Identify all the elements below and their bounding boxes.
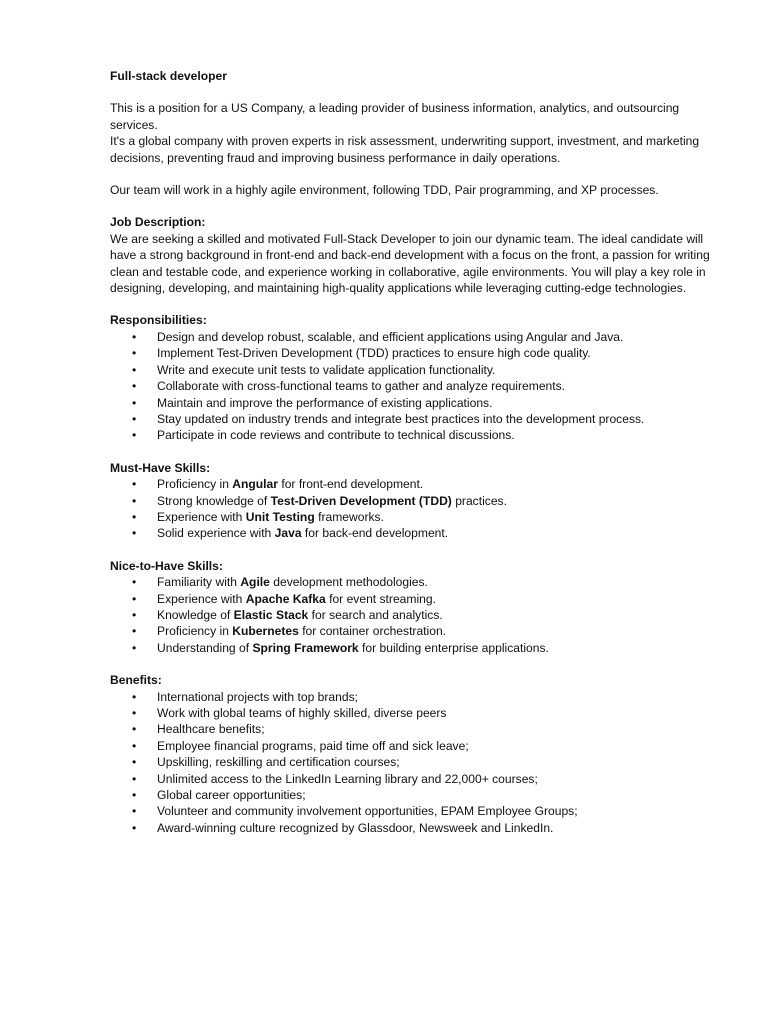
responsibilities-section bbox=[110, 312, 720, 443]
bullet-icon: • bbox=[132, 591, 137, 606]
list-item-text: Stay updated on industry trends and integrate best practices into the development process. bbox=[157, 411, 645, 426]
list-item-text-after: for container orchestration. bbox=[298, 624, 447, 639]
bullet-icon: • bbox=[132, 771, 137, 786]
list-item-text-after: for building enterprise applications. bbox=[358, 640, 549, 655]
job-description-text: We are seeking a skilled and motivated Full-Stack Developer to join our dynamic team. The ideal candidate will have a strong background in front-end and back-end development with a focus on the front, a passion for writing clean and testable code, and experience working in collaborative, agile environments. You will play a key role in designing, developing, and maintaining high-quality applications while leveraging cutting-edge technologies. bbox=[110, 231, 710, 296]
list-item bbox=[110, 607, 720, 623]
intro-paragraph bbox=[110, 100, 720, 166]
list-item-text: Volunteer and community involvement opportunities, EPAM Employee Groups; bbox=[157, 804, 578, 819]
responsibilities-list bbox=[110, 329, 720, 444]
list-item bbox=[110, 525, 720, 541]
list-item bbox=[110, 362, 720, 378]
must-have-section bbox=[110, 460, 720, 542]
list-item-text-before: Strong knowledge of bbox=[157, 493, 271, 508]
nice-to-have-heading: Nice-to-Have Skills: bbox=[110, 558, 223, 573]
bullet-icon: • bbox=[132, 411, 137, 426]
list-item bbox=[110, 509, 720, 525]
list-item-text-before: Knowledge of bbox=[157, 607, 234, 622]
skill-name: Java bbox=[274, 526, 302, 541]
list-item bbox=[110, 754, 720, 770]
list-item-text-after: practices. bbox=[451, 493, 507, 508]
list-item bbox=[110, 574, 720, 590]
list-item-text: Write and execute unit tests to validate application functionality. bbox=[157, 362, 496, 377]
list-item-text: Implement Test-Driven Development (TDD) practices to ensure high code quality. bbox=[157, 346, 591, 361]
bullet-icon: • bbox=[132, 706, 137, 720]
job-description-heading: Job Description: bbox=[110, 215, 206, 230]
list-item-text: Award-winning culture recognized by Glassdoor, Newsweek and LinkedIn. bbox=[157, 820, 554, 835]
nice-to-have-section bbox=[110, 558, 720, 656]
list-item bbox=[110, 640, 720, 656]
list-item-text-before: Understanding of bbox=[157, 640, 253, 655]
bullet-icon: • bbox=[132, 346, 137, 361]
bullet-icon: • bbox=[132, 722, 137, 737]
job-description-section bbox=[110, 214, 720, 296]
list-item bbox=[110, 820, 720, 836]
nice-to-have-list bbox=[110, 574, 720, 656]
list-item-text-after: for front-end development. bbox=[277, 477, 424, 492]
list-item bbox=[110, 493, 720, 509]
list-item-text: Maintain and improve the performance of existing applications. bbox=[157, 395, 493, 410]
bullet-icon: • bbox=[132, 428, 137, 443]
list-item bbox=[110, 623, 720, 639]
bullet-icon: • bbox=[132, 329, 137, 344]
list-item bbox=[110, 476, 720, 492]
list-item bbox=[110, 689, 720, 705]
list-item-text-before: Experience with bbox=[157, 591, 246, 606]
skill-name: Kubernetes bbox=[232, 624, 299, 639]
list-item bbox=[110, 803, 720, 819]
bullet-icon: • bbox=[132, 362, 137, 377]
benefits-list bbox=[110, 689, 720, 837]
skill-name: Apache Kafka bbox=[245, 591, 326, 606]
list-item-text: Healthcare benefits; bbox=[157, 722, 265, 737]
skill-name: Spring Framework bbox=[252, 640, 359, 655]
bullet-icon: • bbox=[132, 477, 137, 492]
bullet-icon: • bbox=[132, 755, 137, 770]
list-item-text-after: for back-end development. bbox=[301, 526, 449, 541]
list-item bbox=[110, 427, 720, 443]
list-item bbox=[110, 378, 720, 394]
bullet-icon: • bbox=[132, 820, 137, 835]
intro-line-1: This is a position for a US Company, a leading provider of business information, analytics, and outsourcing services. bbox=[110, 101, 680, 132]
bullet-icon: • bbox=[132, 624, 137, 639]
bullet-icon: • bbox=[132, 607, 137, 622]
bullet-icon: • bbox=[132, 509, 137, 524]
responsibilities-heading: Responsibilities: bbox=[110, 313, 207, 328]
benefits-heading: Benefits: bbox=[110, 673, 162, 688]
list-item-text: Design and develop robust, scalable, and efficient applications using Angular and Java. bbox=[157, 329, 624, 344]
list-item bbox=[110, 787, 720, 803]
benefits-section bbox=[110, 672, 720, 836]
bullet-icon: • bbox=[132, 804, 137, 819]
skill-name: Elastic Stack bbox=[233, 607, 309, 622]
document-title: Full-stack developer bbox=[110, 69, 227, 83]
list-item-text-after: for search and analytics. bbox=[308, 607, 443, 622]
list-item bbox=[110, 345, 720, 361]
list-item-text-before: Solid experience with bbox=[157, 526, 275, 541]
must-have-list bbox=[110, 476, 720, 542]
list-item bbox=[110, 705, 720, 721]
bullet-icon: • bbox=[132, 788, 137, 803]
list-item bbox=[110, 591, 720, 607]
skill-name: Angular bbox=[232, 477, 278, 492]
list-item-text-before: Familiarity with bbox=[157, 575, 241, 590]
list-item-text: Unlimited access to the LinkedIn Learning library and 22,000+ courses; bbox=[157, 771, 538, 786]
bullet-icon: • bbox=[132, 379, 137, 394]
list-item-text-before: Experience with bbox=[157, 509, 246, 524]
list-item-text: Global career opportunities; bbox=[157, 788, 306, 803]
list-item bbox=[110, 771, 720, 787]
list-item-text-before: Proficiency in bbox=[157, 624, 233, 639]
list-item-text: Work with global teams of highly skilled, diverse peers bbox=[157, 706, 447, 720]
intro-line-2: It's a global company with proven experts in risk assessment, underwriting support, investment, and marketing decisions, preventing fraud and improving business performance in daily operations. bbox=[110, 134, 700, 165]
list-item bbox=[110, 411, 720, 427]
list-item-text-before: Proficiency in bbox=[157, 477, 233, 492]
list-item bbox=[110, 738, 720, 754]
document-body bbox=[110, 68, 720, 836]
bullet-icon: • bbox=[132, 493, 137, 508]
skill-name: Unit Testing bbox=[245, 509, 315, 524]
list-item bbox=[110, 721, 720, 737]
list-item-text: Collaborate with cross-functional teams to gather and analyze requirements. bbox=[157, 379, 566, 394]
list-item-text-after: for event streaming. bbox=[325, 591, 436, 606]
must-have-heading: Must-Have Skills: bbox=[110, 460, 211, 475]
skill-name: Test-Driven Development (TDD) bbox=[270, 493, 452, 508]
bullet-icon: • bbox=[132, 738, 137, 753]
list-item-text: Employee financial programs, paid time off and sick leave; bbox=[157, 738, 469, 753]
list-item-text: Participate in code reviews and contribute to technical discussions. bbox=[157, 428, 515, 443]
bullet-icon: • bbox=[132, 689, 137, 704]
bullet-icon: • bbox=[132, 575, 137, 590]
list-item-text-after: frameworks. bbox=[314, 509, 384, 524]
list-item-text-after: development methodologies. bbox=[269, 575, 428, 590]
agile-paragraph: Our team will work in a highly agile environment, following TDD, Pair programming, and XP processes. bbox=[110, 183, 659, 198]
list-item-text: International projects with top brands; bbox=[157, 689, 359, 704]
bullet-icon: • bbox=[132, 526, 137, 541]
skill-name: Agile bbox=[240, 575, 270, 590]
list-item-text: Upskilling, reskilling and certification courses; bbox=[157, 755, 400, 770]
bullet-icon: • bbox=[132, 395, 137, 410]
list-item bbox=[110, 329, 720, 345]
bullet-icon: • bbox=[132, 640, 137, 655]
list-item bbox=[110, 395, 720, 411]
